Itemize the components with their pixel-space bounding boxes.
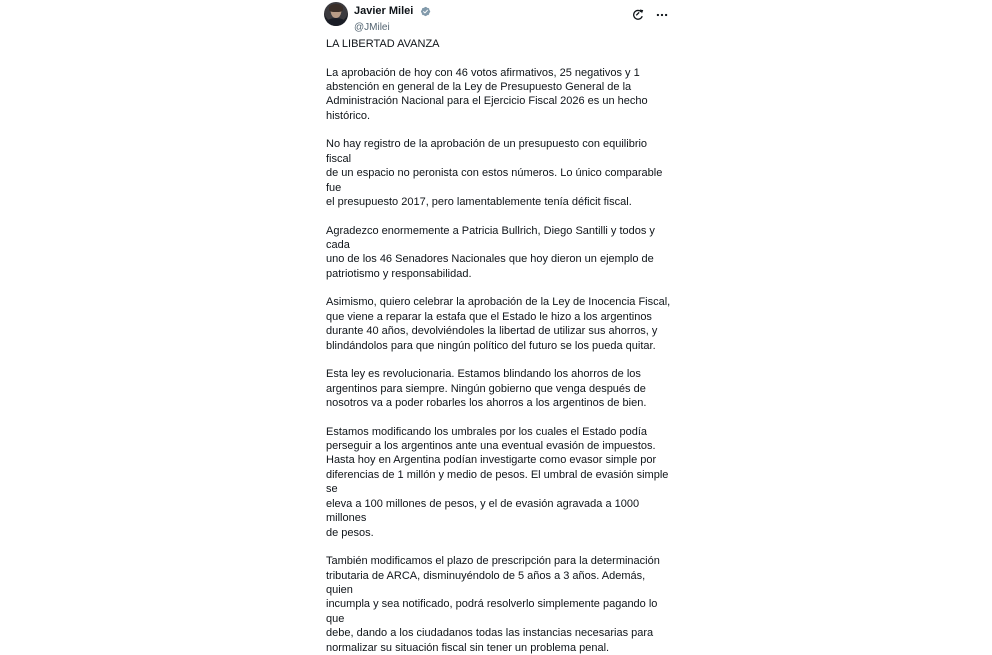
tweet-paragraph: La aprobación de hoy con 46 votos afirmativos, 25 negativos y 1 abstención en general de la Ley de Presupuesto General de la Administración Nacional para el Ejercicio Fiscal 2026 es un hecho histórico.: [326, 66, 648, 122]
tweet-paragraph: Estamos modificando los umbrales por los cuales el Estado podía perseguir a los argentinos ante una eventual evasión de impuestos. Hasta hoy en Argentina podían investigarte como evasor simple por diferencias de 1 millón y medio de pesos. El umbral de evasión simple se eleva a 100 millones de pesos, y el de evasión agravada a 1000 millones de pesos.: [326, 425, 669, 539]
tweet-paragraph: Asimismo, quiero celebrar la aprobación de la Ley de Inocencia Fiscal, que viene a reparar la estafa que el Estado le hizo a los argentinos durante 40 años, devolviéndoles la libertad de utilizar sus ahorros, y blindándolos para que ningún político del futuro se los pueda quitar.: [326, 296, 671, 352]
avatar[interactable]: [324, 2, 348, 26]
header-actions: [625, 6, 669, 20]
more-options-icon[interactable]: [655, 8, 669, 22]
verified-badge-icon: [420, 6, 431, 17]
grok-icon[interactable]: [631, 8, 645, 22]
author-handle[interactable]: @JMilei: [354, 22, 390, 33]
author-display-name[interactable]: Javier Milei: [354, 5, 414, 18]
tweet-header: [324, 2, 669, 33]
tweet-text: [326, 37, 671, 655]
tweet-paragraph: No hay registro de la aprobación de un presupuesto con equilibrio fiscal de un espacio no peronista con estos números. Lo único comparable fue el presupuesto 2017, pero lamentablemente tenía déficit fiscal.: [326, 138, 663, 209]
author-info[interactable]: [354, 3, 431, 34]
tweet-paragraph: Agradezco enormemente a Patricia Bullrich, Diego Santilli y todos y cada uno de los 46 Senadores Nacionales que hoy dieron un ejemplo de patriotismo y responsabilidad.: [326, 224, 655, 280]
tweet-paragraph: También modificamos el plazo de prescripción para la determinación tributaria de ARCA, disminuyéndolo de 5 años a 3 años. Además, quien incumpla y sea notificado, podrá resolverlo simplemente pagando lo que debe, dando a los ciudadanos todas las instancias necesarias para normalizar su situación fiscal sin tener un problema penal.: [326, 555, 660, 654]
tweet-paragraph: LA LIBERTAD AVANZA: [326, 38, 440, 50]
tweet-card: [310, 0, 680, 654]
tweet-paragraph: Esta ley es revolucionaria. Estamos blindando los ahorros de los argentinos para siempre. Ningún gobierno que venga después de nosotros va a poder robarles los ahorros a los argentinos de bien.: [326, 368, 647, 410]
